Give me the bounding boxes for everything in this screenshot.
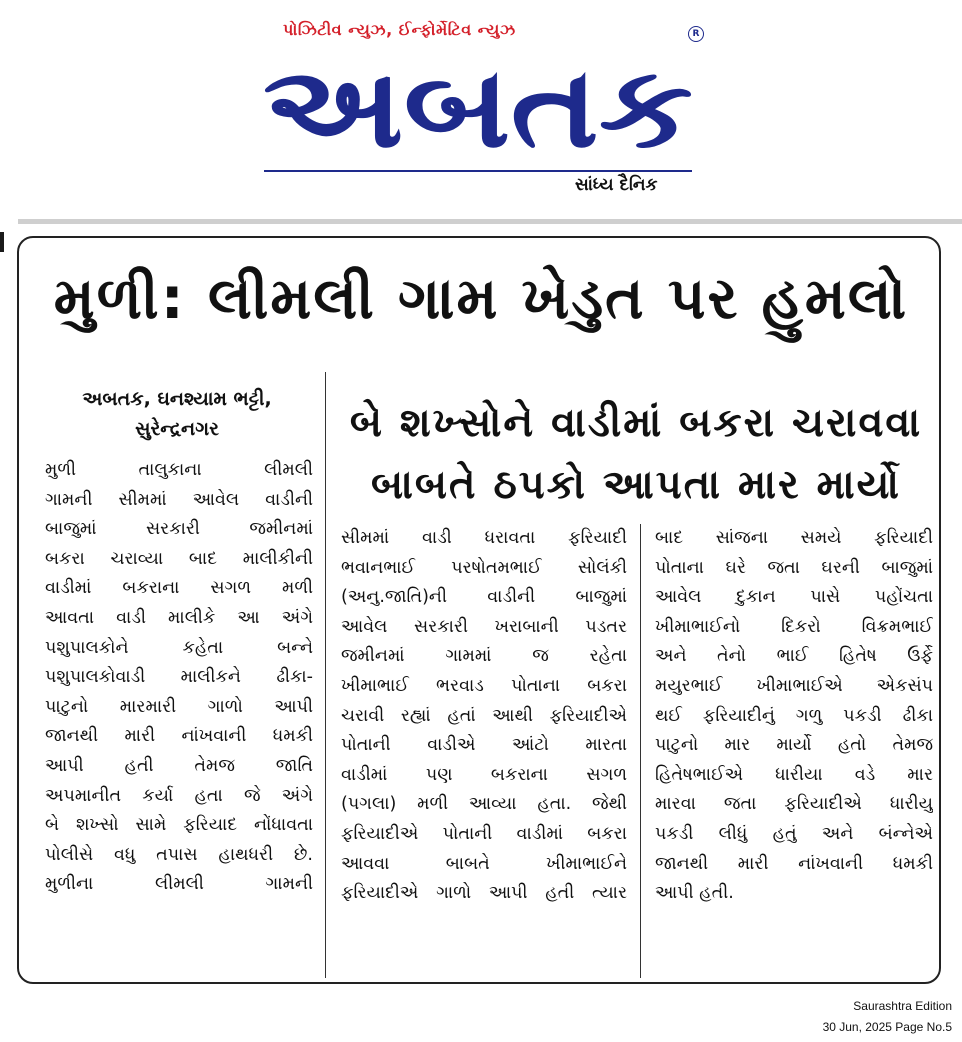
column-divider: [640, 524, 641, 978]
masthead: [0, 0, 962, 215]
article-text-line: (અનુ.જાતિ)ની વાડીની બાજુમાં: [341, 587, 627, 608]
article-text-line: ખીમાભાઈનો દિકરો વિક્રમભાઈ: [655, 616, 933, 637]
article-text-line: બાજુમાં સરકારી જમીનમાં: [45, 519, 313, 540]
article-text-line: મુળીના લીમલી ગામની: [45, 874, 313, 895]
article-column-3: [655, 524, 933, 974]
page-footer: [823, 996, 952, 1038]
news-article: [17, 236, 941, 984]
subheadline-line: બાબતે ઠપકો આપતા માર માર્યો: [370, 462, 902, 508]
masthead-tagline: પોઝિટીવ ન્યુઝ, ઈન્ફોર્મેટિવ ન્યુઝ: [283, 20, 516, 39]
article-text-line: મારવા જતા ફરિયાદીએ ધારીયુ: [655, 794, 933, 815]
article-text-line: મયુરભાઈ ખીમાભાઈએ એકસંપ: [655, 675, 933, 696]
article-text-line: ભવાનભાઈ પરષોતમભાઈ સોલંકી: [341, 557, 627, 578]
article-text-line: પાટુનો મારમારી ગાળો આપી: [45, 696, 313, 717]
masthead-subtitle: સાંધ્ય દૈનિક: [575, 175, 658, 195]
article-text-line: ખીમાભાઈ ભરવાડ પોતાના બકરા: [341, 675, 627, 696]
article-text-line: જમીનમાં ગામમાં જ રહેતા: [341, 646, 627, 667]
header-divider: [18, 219, 962, 224]
article-subheadline: [339, 392, 933, 516]
article-column-1: [45, 456, 313, 976]
article-text-line: પોતાની વાડીએ આંટો મારતા: [341, 735, 627, 756]
article-text-line: બકરા ચરાવ્યા બાદ માલીકીની: [45, 548, 313, 569]
article-text-line: આવવા બાબતે ખીમાભાઈને: [341, 853, 627, 874]
article-text-line: (પગલા) મળી આવ્યા હતા. જેથી: [341, 794, 627, 815]
article-text-line: ફરિયાદીએ પોતાની વાડીમાં બકરા: [341, 823, 627, 844]
article-text-line: આપી હતી તેમજ જાતિ: [45, 755, 313, 776]
article-column-2: [341, 524, 627, 974]
article-text-line: સીમમાં વાડી ધરાવતા ફરિયાદી: [341, 528, 627, 548]
article-text-line: બે શખ્સો સામે ફરિયાદ નોંધાવતા: [45, 815, 313, 836]
article-text-line: પોલીસે વધુ તપાસ હાથધરી છે.: [45, 844, 313, 865]
registered-mark-icon: R: [688, 26, 704, 42]
article-text-line: મુળી તાલુકાના લીમલી: [45, 460, 313, 480]
article-text-line: ફરિયાદીએ ગાળો આપી હતી ત્યાર: [341, 883, 627, 904]
article-text-line: પકડી લીધું હતું અને બંન્નેએ: [655, 823, 933, 844]
article-text-line: વાડીમાં પણ બકરાના સગળ: [341, 764, 627, 785]
article-text-line: થઈ ફરિયાદીનું ગળુ પકડી ઢીકા: [655, 705, 933, 726]
article-text-line: આવેલ દુકાન પાસે પહોંચતા: [655, 587, 933, 608]
article-text-line: પશુપાલકોવાડી માલીકને ઢીકા-: [45, 667, 313, 688]
article-text-line: ગામની સીમમાં આવેલ વાડીની: [45, 489, 313, 510]
newspaper-logo: [258, 42, 698, 164]
article-text-line: પોતાના ઘરે જતા ઘરની બાજુમાં: [655, 557, 933, 578]
article-text-line: જાનથી મારી નાંખવાની ધમકી: [45, 726, 313, 747]
subheadline-line: બે શખ્સોને વાડીમાં બકરા ચરાવવા: [349, 400, 923, 446]
date-page-label: 30 Jun, 2025 Page No.5: [822, 1020, 952, 1034]
article-headline: મુળી: લીમલી ગામ ખેડુત પર હુમલો: [53, 264, 909, 332]
article-text-line: આપી હતી.: [655, 883, 734, 904]
byline-line: અબતક, ઘનશ્યામ ભટ્ટી,: [82, 388, 272, 410]
article-text-line: વાડીમાં બકરાના સગળ મળી: [45, 578, 313, 599]
subtitle-rule: [264, 170, 692, 172]
logo-text: અબતક: [263, 43, 693, 164]
article-text-line: આવતા વાડી માલીકે આ અંગે: [45, 607, 313, 628]
page-edge-mark: [0, 232, 4, 252]
article-text-line: અપમાનીત કર્યા હતા જે અંગે: [45, 785, 313, 806]
article-text-line: જાનથી મારી નાંખવાની ધમકી: [655, 853, 933, 874]
article-text-line: અને તેનો ભાઈ હિતેષ ઉર્ફે: [655, 646, 933, 667]
article-text-line: ચરાવી રહ્યાં હતાં આથી ફરિયાદીએ: [341, 705, 627, 726]
article-text-line: બાદ સાંજના સમયે ફરિયાદી: [655, 528, 933, 548]
byline-line: સુરેન્દ્રનગર: [135, 418, 219, 440]
column-divider: [325, 372, 326, 978]
byline: [37, 384, 317, 444]
article-text-line: આવેલ સરકારી ખરાબાની પડતર: [341, 616, 627, 637]
edition-label: Saurashtra Edition: [853, 999, 952, 1013]
article-text-line: પાટુનો માર માર્યો હતો તેમજ: [655, 735, 933, 756]
article-text-line: પશુપાલકોને કહેતા બન્ને: [45, 637, 313, 658]
article-text-line: હિતેષભાઈએ ધારીયા વડે માર: [655, 764, 933, 785]
